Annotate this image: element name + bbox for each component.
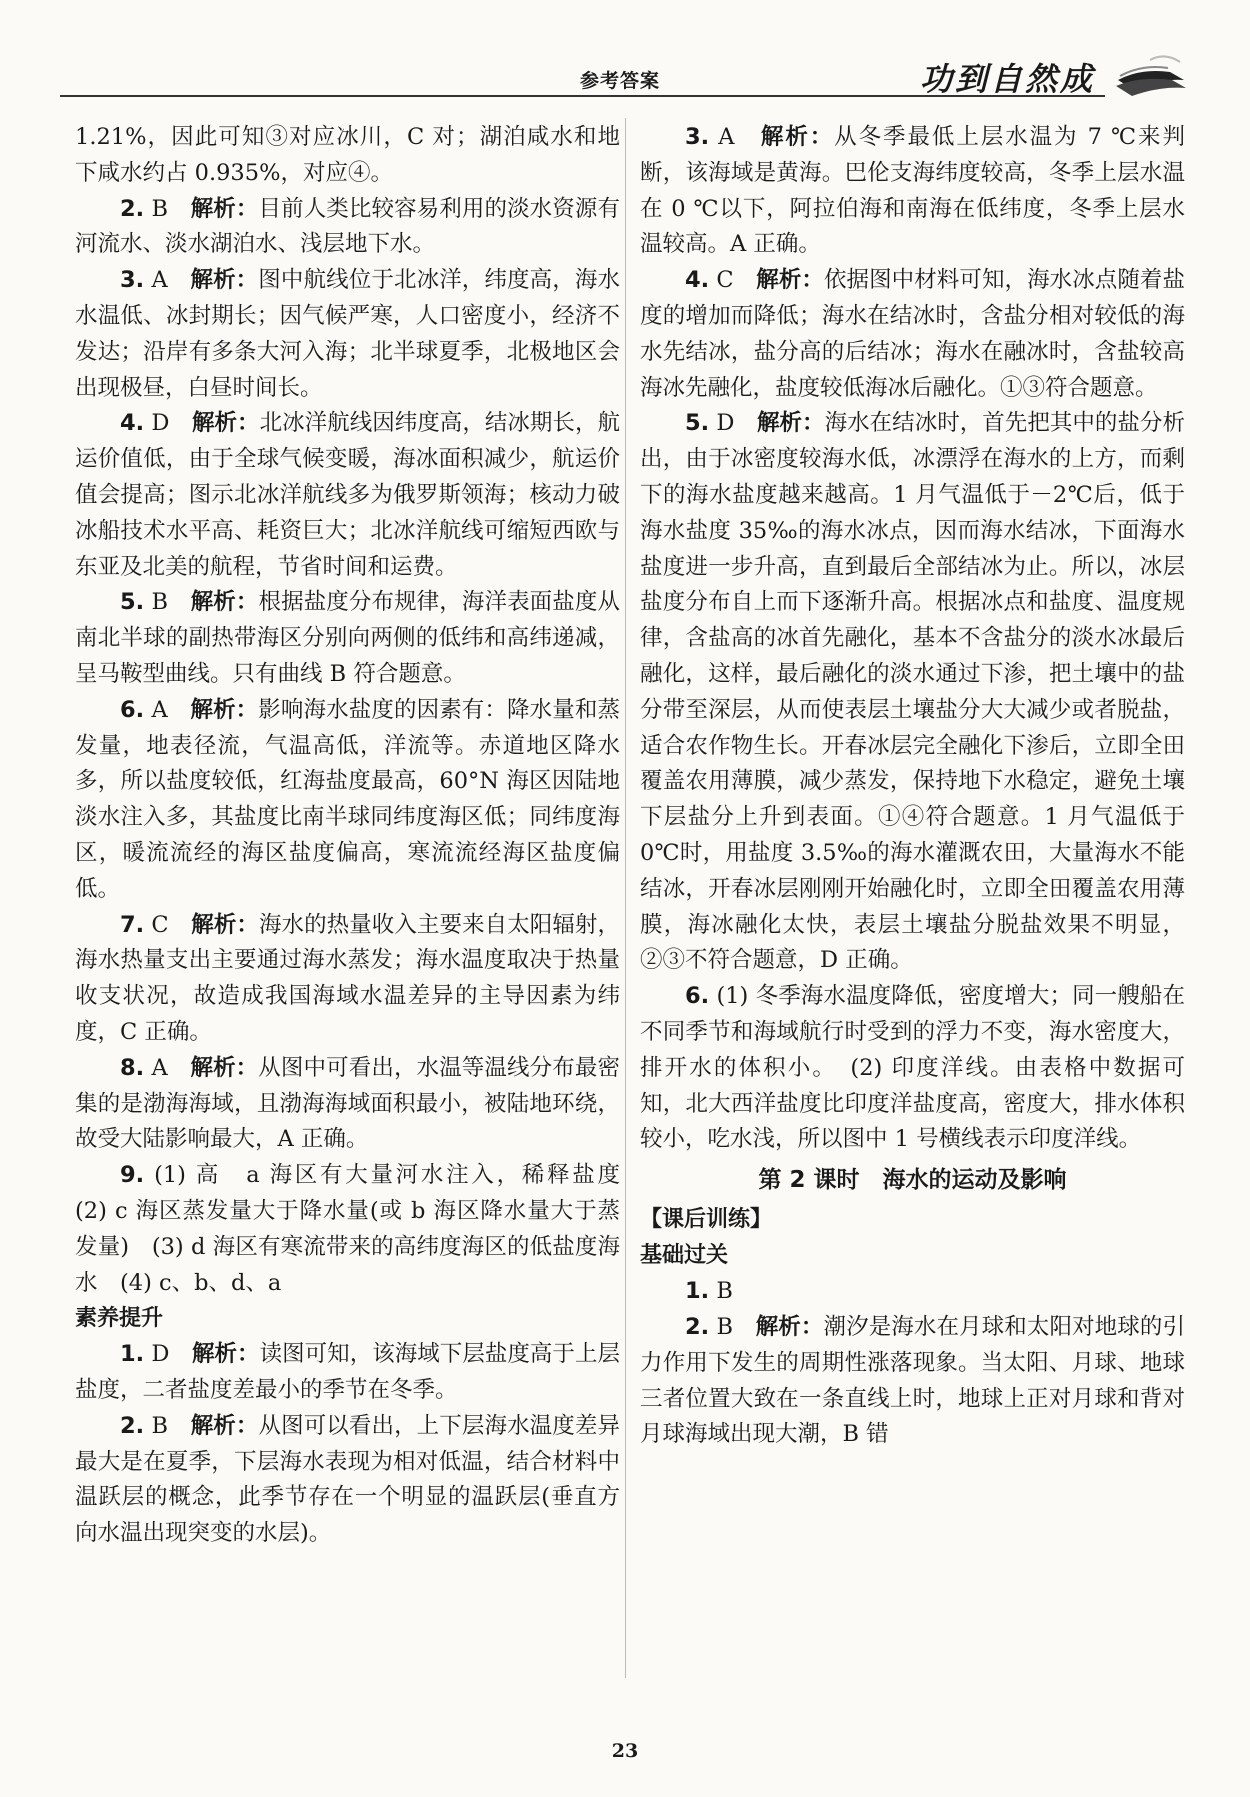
section-heading: 素养提升 [75, 1306, 164, 1332]
answer-text: 读图可知，该海域下层盐度高于上层盐度，二者盐度差最小的季节在冬季。 [75, 1341, 620, 1404]
answer-item [640, 1274, 1185, 1310]
analysis-label: 解析： [191, 911, 259, 938]
answer-choice: C [716, 267, 734, 294]
answer-item [640, 120, 1185, 263]
question-number: 3. [120, 267, 145, 294]
question-number: 1. [120, 1341, 145, 1368]
answer-choice: A [151, 267, 168, 294]
analysis-label: 解析： [755, 1313, 824, 1340]
analysis-label: 解析： [192, 1341, 260, 1368]
analysis-label: 解析： [190, 267, 259, 294]
question-number: 4. [120, 410, 145, 437]
question-number: 4. [685, 267, 710, 294]
analysis-label: 解析： [756, 267, 824, 294]
question-number: 6. [685, 983, 710, 1010]
answer-choice: A [151, 1054, 168, 1081]
answer-text: 海水在结冰时，首先把其中的盐分析出，由于冰密度较海水低，冰漂浮在海水的上方，而剩下的海水盐度越来越高。1 月气温低于－2℃后，低于海水盐度 35‰的海水冰点，因而海水结冰，下面海水盐度进一步升高，直到最后全部结冰为止。所以，冰层盐度分布自上而下逐渐升高。根据冰点和盐度、温度规律，含盐高的冰首先融化，基本不含盐分的淡水冰最后融化，这样，最后融化的淡水通过下渗，把土壤中的盐分带至深层，从而使表层土壤盐分大大减少或者脱盐，适合农作物生长。开春冰层完全融化下渗后，立即全田覆盖农用薄膜，减少蒸发，保持地下水稳定，避免土壤下层盐分上升到表面。①④符合题意。1 月气温低于 0℃时，用盐度 3.5‰的海水灌溉农田，大量海水不能结冰，开春冰层刚刚开始融化时，立即全田覆盖农用薄膜，海冰融化太快，表层土壤盐分脱盐效果不明显，②③不符合题意，D 正确。 [640, 410, 1185, 974]
answer-item [640, 263, 1185, 406]
answer-choice: D [151, 1341, 170, 1368]
answer-text: (1) 冬季海水温度降低，密度增大；同一艘船在不同季节和海域航行时受到的浮力不变，海水密度大，排开水的体积小。 (2) 印度洋线。由表格中数据可知，北大西洋盐度比印度洋盐度高，密度大，排水体积较小，吃水浅，所以图中 1 号横线表示印度洋线。 [640, 983, 1185, 1153]
books-icon [1110, 50, 1190, 100]
answer-item [75, 1409, 620, 1552]
answer-item [75, 585, 620, 692]
answer-choice: B [716, 1313, 733, 1340]
section-heading: 【课后训练】 [640, 1207, 773, 1233]
answer-text: 北冰洋航线因纬度高，结冰期长，航运价值低，由于全球气候变暖，海冰面积减少，航运价值会提高；图示北冰洋航线多为俄罗斯领海；核动力破冰船技术水平高、耗资巨大；北冰洋航线可缩短西欧与东亚及北美的航程，节省时间和运费。 [75, 410, 620, 580]
question-number: 5. [120, 589, 145, 616]
answer-item [640, 406, 1185, 979]
analysis-label: 解析： [760, 124, 835, 150]
answer-item [640, 1310, 1185, 1453]
answer-text: 从图可以看出，上下层海水温度差异最大是在夏季，下层海水表现为相对低温，结合材料中温跃层的概念，此季节存在一个明显的温跃层(垂直方向水温出现突变的水层)。 [75, 1412, 620, 1547]
answer-item [75, 1158, 643, 1301]
answer-choice: B [716, 1278, 733, 1305]
answer-item [75, 1051, 620, 1158]
answer-text: 从图中可看出，水温等温线分布最密集的是渤海海域，且渤海海域面积最小，被陆地环绕，故受大陆影响最大，A 正确。 [75, 1054, 620, 1153]
answer-text: (1) 高 a 海区有大量河水注入，稀释盐度 (2) c 海区蒸发量大于降水量(或 b 海区降水量大于蒸发量) (3) d 海区有寒流带来的高纬度海区的低盐度海水 (4) c、b、d、a [75, 1162, 643, 1296]
answer-choice: B [151, 589, 168, 616]
answer-choice: C [151, 911, 169, 938]
question-number: 7. [120, 911, 145, 938]
question-number: 6. [120, 696, 145, 723]
question-number: 1. [685, 1278, 710, 1305]
analysis-label: 解析： [190, 589, 259, 616]
answer-choice: D [151, 410, 170, 437]
answer-text: 图中航线位于北冰洋，纬度高，海水水温低、冰封期长；因气候严寒，人口密度小，经济不发达；沿岸有多条大河入海；北半球夏季，北极地区会出现极昼，白昼时间长。 [75, 267, 620, 401]
analysis-label: 解析： [190, 696, 259, 723]
question-number: 8. [120, 1054, 145, 1081]
answer-item [75, 192, 620, 264]
right-column [640, 120, 1185, 1453]
analysis-label: 解析： [192, 410, 260, 437]
analysis-label: 解析： [190, 1054, 259, 1081]
question-number: 2. [685, 1313, 710, 1340]
question-number: 2. [120, 195, 145, 222]
section-heading: 基础过关 [640, 1243, 729, 1269]
answer-choice: A [718, 124, 735, 150]
question-number: 5. [685, 410, 710, 437]
answer-choice: B [151, 1412, 168, 1439]
answer-item [75, 908, 620, 1051]
brand-title: 功到自然成 [920, 60, 1096, 98]
lesson-title: 第 2 课时 海水的运动及影响 [758, 1167, 1067, 1194]
analysis-label: 解析： [190, 195, 259, 222]
answer-choice: D [716, 410, 735, 437]
answer-item [75, 406, 620, 585]
answer-item [75, 693, 620, 908]
answer-text: 潮汐是海水在月球和太阳对地球的引力作用下发生的周期性涨落现象。当太阳、月球、地球三者位置大致在一条直线上时，地球上正对月球和背对月球海域出现大潮，B 错 [640, 1313, 1185, 1448]
question-number: 9. [120, 1162, 145, 1189]
question-number: 2. [120, 1412, 145, 1439]
answer-text: 影响海水盐度的因素有：降水量和蒸发量，地表径流，气温高低，洋流等。赤道地区降水多，所以盐度较低，红海盐度最高，60°N 海区因陆地淡水注入多，其盐度比南半球同纬度海区低；同纬度海区，暖流流经的海区盐度偏高，寒流流经海区盐度偏低。 [75, 696, 620, 902]
page-header [60, 50, 1190, 100]
answer-text: 海水的热量收入主要来自太阳辐射，海水热量支出主要通过海水蒸发；海水温度取决于热量收支状况，故造成我国海域水温差异的主导因素为纬度，C 正确。 [75, 911, 620, 1045]
answer-item [75, 1337, 620, 1409]
left-column [75, 120, 643, 1552]
answer-choice: A [151, 696, 168, 723]
column-divider [625, 118, 626, 1678]
answer-item [640, 979, 1185, 1158]
answer-text: 目前人类比较容易利用的淡水资源有河流水、淡水湖泊水、浅层地下水。 [75, 195, 620, 258]
answer-text: 根据盐度分布规律，海洋表面盐度从南北半球的副热带海区分别向两侧的低纬和高纬递减，呈马鞍型曲线。只有曲线 B 符合题意。 [75, 589, 620, 687]
answer-item [75, 263, 620, 406]
answer-choice: B [151, 195, 168, 222]
paragraph: 1.21%，因此可知③对应冰川，C 对；湖泊咸水和地下咸水约占 0.935%，对应④。 [75, 124, 620, 186]
question-number: 3. [685, 124, 710, 150]
analysis-label: 解析： [757, 410, 825, 437]
analysis-label: 解析： [190, 1412, 259, 1439]
page-number: 23 [611, 1740, 639, 1762]
header-title: 参考答案 [580, 70, 661, 92]
answer-text: 依据图中材料可知，海水冰点随着盐度的增加而降低；海水在结冰时，含盐分相对较低的海水先结冰，盐分高的后结冰；海水在融冰时，含盐较高海冰先融化，盐度较低海冰后融化。①③符合题意。 [640, 267, 1185, 401]
answer-text: 从冬季最低上层水温为 7 ℃来判断，该海域是黄海。巴伦支海纬度较高，冬季上层水温在 0 ℃以下，阿拉伯海和南海在低纬度，冬季上层水温较高。A 正确。 [640, 124, 1185, 258]
